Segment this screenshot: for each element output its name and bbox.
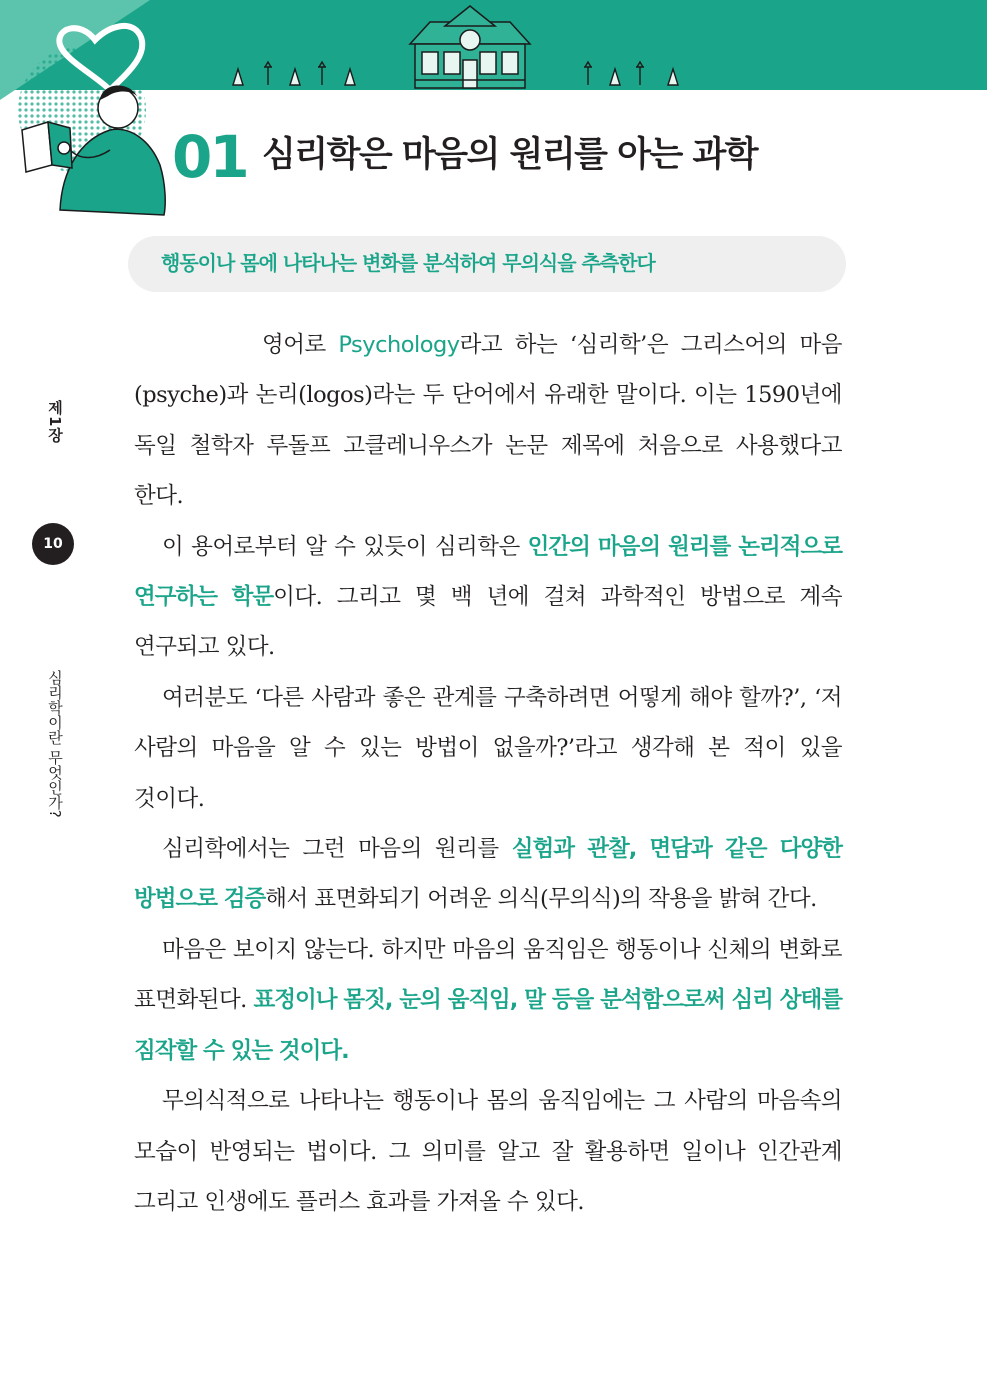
paragraph-3: 여러분도 ‘다른 사람과 좋은 관계를 구축하려면 어떻게 해야 할까?’, ‘저 사람의 마음을 알 수 있는 방법이 없을까?’라고 생각해 본 적이 있을 것이다. [134, 684, 842, 812]
paragraph-1-text-b: 라고 하는 ‘심리학’은 그리스어의 마음(psyche)과 논리(logos)라는 두 단어에서 유래한 말이다. 이는 1590년에 독일 철학자 루돌프 고클레니우스가 논문 제목에 처음으로 사용했다고 한다. [134, 332, 842, 510]
paragraph-5-text-a: 마음은 보이지 않는다. 하지만 마음의 움직임은 행동이나 신체의 변화로 표면화된다. [134, 936, 842, 1014]
page-number-badge [32, 523, 74, 565]
paragraph-4-text-b: 해서 표면화되기 어려운 의식(무의식)의 작용을 밝혀 간다. [265, 886, 817, 913]
chapter-number: 01 [172, 123, 247, 191]
paragraph-6: 무의식적으로 나타나는 행동이나 몸의 움직임에는 그 사람의 마음속의 모습이 반영되는 법이다. 그 의미를 알고 잘 활용하면 일이나 인간관계 그리고 인생에도 플러스 효과를 가져올 수 있다. [134, 1088, 842, 1215]
paragraph-2-text-b: 이다. 그리고 몇 백 년에 걸쳐 과학적인 방법으로 계속 연구되고 있다. [134, 584, 843, 661]
sidebar-section-label: 심리학이란 무엇인가? [46, 670, 64, 818]
chapter-title: 심리학은 마음의 원리를 아는 과학 [262, 135, 758, 175]
paragraph-5-highlight: 표정이나 몸짓, 눈의 움직임, 말 등을 분석함으로써 심리 상태를 짐작할 수 있는 것이다. [134, 987, 843, 1064]
sidebar-chapter-label: 제1장 [46, 400, 64, 444]
subtitle-bar [128, 236, 846, 292]
paragraph-4 [134, 824, 842, 925]
paragraph-2-text-a: 이 용어로부터 알 수 있듯이 심리학은 [162, 533, 528, 560]
paragraph-2-highlight: 인간의 마음의 원리를 논리적으로 연구하는 학문 [134, 533, 842, 611]
paragraph-1-english-term: Psychology [338, 332, 460, 358]
page-number: 10 [43, 536, 63, 552]
paragraph-5 [134, 925, 842, 1076]
paragraph-4-text-a: 심리학에서는 그런 마음의 원리를 [162, 836, 512, 863]
reading-man-illustration [0, 0, 180, 230]
paragraph-1 [134, 320, 842, 522]
paragraph-2 [134, 522, 842, 673]
subtitle-text: 행동이나 몸에 나타나는 변화를 분석하여 무의식을 추측한다 [161, 251, 655, 275]
paragraph-4-highlight: 실험과 관찰, 면담과 같은 다양한 방법으로 검증 [134, 836, 842, 913]
house-illustration [410, 6, 530, 88]
body-text [134, 320, 842, 1227]
paragraph-1-text-a: 영어로 [262, 332, 339, 358]
